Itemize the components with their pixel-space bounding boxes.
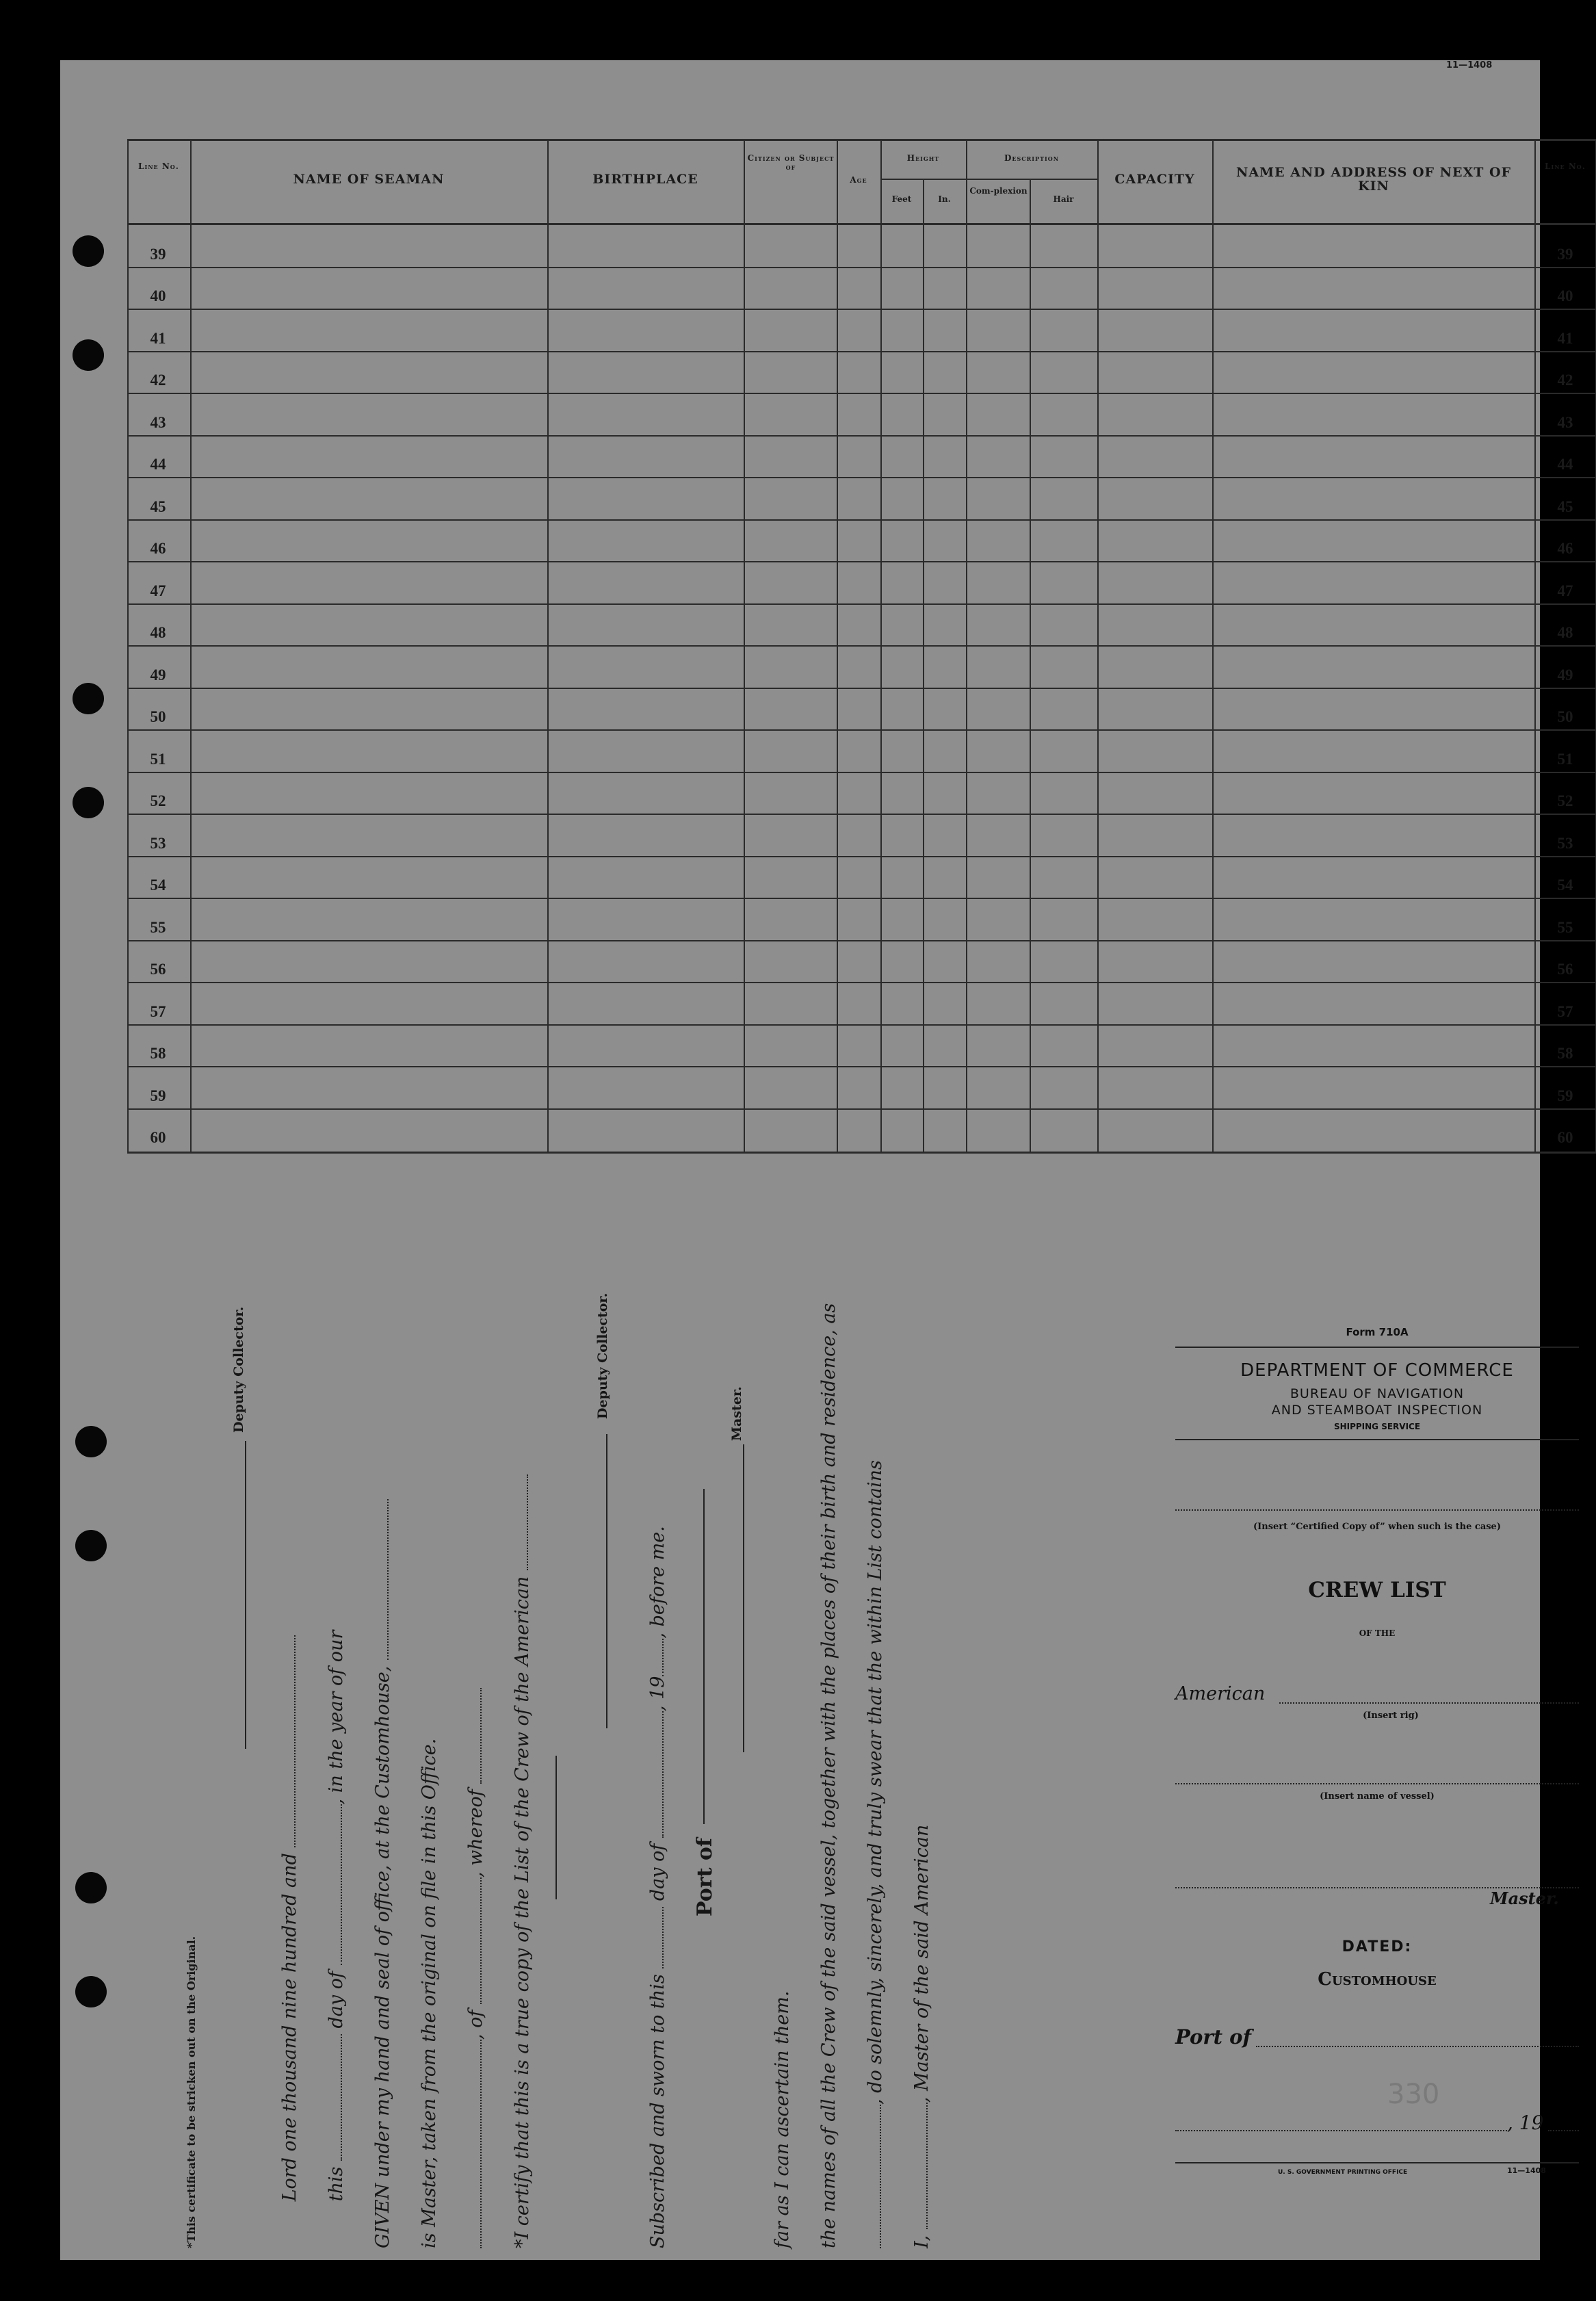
line-number-right: 52	[1557, 792, 1573, 809]
table-row	[127, 688, 1596, 731]
binder-hole	[75, 1976, 107, 2007]
form-code-top: 11—1408	[1446, 60, 1493, 70]
header-description: Description	[1004, 153, 1060, 163]
sworn-month-blank[interactable]	[661, 1711, 664, 1838]
line-number-right: 44	[1557, 456, 1573, 473]
table-row	[127, 225, 1596, 268]
line-number-right: 59	[1557, 1087, 1573, 1104]
form-number: Form 710A	[1346, 1326, 1409, 1338]
line-number-left: 49	[150, 666, 166, 684]
line-number-left: 42	[150, 372, 166, 389]
table-row	[127, 436, 1596, 478]
line-number-right: 46	[1557, 540, 1573, 557]
master-name-blank[interactable]	[925, 2103, 928, 2229]
line-number-right: 51	[1557, 750, 1573, 768]
line-number-left: 43	[150, 413, 166, 431]
stamp-number: 330	[1387, 2079, 1440, 2110]
table-row	[127, 772, 1596, 815]
line-number-left: 46	[150, 540, 166, 557]
binder-hole	[73, 235, 104, 267]
table-row	[127, 814, 1596, 857]
table-row	[127, 604, 1596, 647]
dated-label: DATED:	[1342, 1938, 1413, 1955]
department-title: DEPARTMENT OF COMMERCE	[1240, 1360, 1514, 1381]
certify-master-blank[interactable]	[479, 1688, 482, 1784]
table-row	[127, 520, 1596, 562]
of-the-label: OF THE	[1359, 1628, 1396, 1638]
header-line-no-right: Line No.	[1545, 161, 1586, 171]
table-row	[127, 898, 1596, 941]
port-of-cover-blank[interactable]	[1256, 2046, 1579, 2047]
oath-i: I,	[911, 2235, 932, 2248]
table-row	[127, 1109, 1596, 1152]
line-number-right: 54	[1557, 876, 1573, 894]
customhouse-label: Customhouse	[1318, 1969, 1437, 1990]
certify-port-blank[interactable]	[479, 1877, 482, 2004]
table-row	[127, 646, 1596, 688]
given-year-of-our: , in the year of our	[326, 1630, 347, 1805]
rig-blank[interactable]	[1279, 1702, 1579, 1704]
line-number-left: 57	[150, 1002, 166, 1020]
header-line-no: Line No.	[138, 161, 179, 171]
given-day-of: day of	[326, 1971, 347, 2029]
line-number-left: 50	[150, 708, 166, 725]
table-row	[127, 478, 1596, 520]
header-age: Age	[850, 175, 867, 185]
certify-master-text: is Master, taken from the original on file in this Office.	[419, 1738, 440, 2248]
sworn-nineteen: , 19	[647, 1676, 668, 1712]
table-row	[127, 983, 1596, 1025]
line-number-left: 54	[150, 876, 166, 894]
oath-master-american: , Master of the said American	[911, 1824, 932, 2103]
insert-rig-note: (Insert rig)	[1363, 1711, 1419, 1721]
header-citizen: Citizen or Subject of	[747, 153, 835, 172]
table-row	[127, 309, 1596, 352]
nineteen-cover: , 19	[1507, 2111, 1544, 2134]
date-cover-blank[interactable]	[1175, 2130, 1507, 2131]
deputy-collector-signature-line-2[interactable]	[245, 1441, 246, 1749]
line-number-right: 39	[1557, 245, 1573, 263]
header-complexion: Com-plexion	[969, 186, 1028, 196]
line-number-right: 60	[1557, 1129, 1573, 1146]
header-next-of-kin: NAME AND ADDRESS OF NEXT OF KIN	[1235, 165, 1512, 194]
line-number-right: 42	[1557, 372, 1573, 389]
line-number-left: 48	[150, 624, 166, 641]
given-day-blank[interactable]	[339, 2034, 342, 2161]
port-of-cover-label: Port of	[1175, 2025, 1251, 2049]
header-feet: Feet	[891, 194, 912, 204]
deputy-collector-signature-line-1[interactable]	[606, 1434, 607, 1728]
line-number-left: 41	[150, 329, 166, 347]
table-row	[127, 857, 1596, 899]
given-lord-text: Lord one thousand nine hundred and	[279, 1853, 300, 2202]
oath-crew-text: the names of all the Crew of the said vessel, together with the places of their birth and residence, as	[818, 1303, 839, 2248]
printer-imprint: U. S. GOVERNMENT PRINTING OFFICE	[1278, 2169, 1408, 2176]
header-birthplace: BIRTHPLACE	[592, 172, 698, 187]
seal-line	[555, 1756, 557, 1899]
certify-vessel-blank[interactable]	[525, 1474, 528, 1570]
american-label: American	[1175, 1683, 1266, 1704]
header-height: Height	[906, 153, 940, 163]
certify-text: *I certify that this is a true copy of the List of the Crew of the American	[512, 1576, 533, 2248]
deputy-collector-label-2: Deputy Collector.	[231, 1306, 246, 1433]
line-number-right: 50	[1557, 708, 1573, 725]
line-number-left: 58	[150, 1045, 166, 1062]
line-number-right: 41	[1557, 329, 1573, 347]
master-signature-line[interactable]	[743, 1444, 744, 1752]
form-code-bottom: 11—1408	[1507, 2166, 1546, 2175]
given-this: this	[326, 2166, 347, 2202]
given-month-blank[interactable]	[339, 1804, 342, 1965]
line-number-left: 55	[150, 918, 166, 936]
given-year-blank[interactable]	[293, 1635, 296, 1847]
line-number-left: 59	[150, 1087, 166, 1104]
header-hair: Hair	[1053, 194, 1074, 204]
line-number-right: 58	[1557, 1045, 1573, 1062]
certify-of: , of	[465, 2010, 486, 2040]
bureau-line-1: BUREAU OF NAVIGATION	[1290, 1386, 1465, 1401]
header-name-of-seaman: NAME OF SEAMAN	[293, 172, 445, 187]
binder-hole	[75, 1872, 107, 1903]
line-number-left: 40	[150, 287, 166, 304]
crew-list-title: CREW LIST	[1308, 1578, 1446, 1602]
line-number-left: 52	[150, 792, 166, 809]
table-row	[127, 1025, 1596, 1067]
master-cover-label: Master.	[1490, 1888, 1559, 1908]
line-number-right: 48	[1557, 624, 1573, 641]
line-number-right: 49	[1557, 666, 1573, 684]
sworn-day-blank[interactable]	[661, 1907, 664, 1968]
oath-swear-text: , do solemnly, sincerely, and truly swear that the within List contains	[865, 1460, 886, 2105]
line-number-left: 39	[150, 245, 166, 263]
year-cover-blank[interactable]	[1548, 2130, 1579, 2131]
port-of-line[interactable]	[703, 1489, 705, 1824]
table-row	[127, 941, 1596, 983]
line-number-right: 57	[1557, 1002, 1573, 1020]
table-row	[127, 352, 1596, 394]
header-inches: In.	[938, 194, 951, 204]
line-number-right: 53	[1557, 834, 1573, 852]
line-number-left: 53	[150, 834, 166, 852]
certify-name-blank[interactable]	[479, 2040, 482, 2248]
certificate-footnote: *This certificate to be stricken out on the Original.	[185, 1936, 198, 2248]
sworn-day-of: day of	[647, 1843, 668, 1901]
port-of-label: Port of	[693, 1838, 717, 1916]
oath-ascertain-text: far as I can ascertain them.	[772, 1990, 793, 2248]
binder-hole	[73, 683, 104, 714]
line-number-left: 45	[150, 497, 166, 515]
certify-whereof: , whereof	[465, 1789, 486, 1877]
line-number-right: 45	[1557, 497, 1573, 515]
table-row	[127, 730, 1596, 772]
table-row	[127, 393, 1596, 436]
header-capacity: CAPACITY	[1114, 172, 1195, 187]
insert-vessel-note: (Insert name of vessel)	[1320, 1791, 1435, 1802]
line-number-right: 56	[1557, 961, 1573, 978]
table-row	[127, 268, 1596, 310]
given-text: GIVEN under my hand and seal of office, at the Customhouse,	[372, 1665, 393, 2248]
vessel-name-blank[interactable]	[878, 2105, 881, 2248]
line-number-left: 44	[150, 456, 166, 473]
sworn-before-me: , before me.	[647, 1526, 668, 1639]
binder-hole	[73, 339, 104, 371]
crew-list-sheet	[60, 60, 1586, 2260]
binder-hole	[73, 787, 104, 818]
certified-copy-blank[interactable]	[1175, 1509, 1579, 1511]
line-number-left: 47	[150, 582, 166, 599]
line-number-right: 43	[1557, 413, 1573, 431]
line-number-right: 47	[1557, 582, 1573, 599]
crew-list-cover	[1175, 1326, 1579, 2202]
master-label: Master.	[729, 1386, 744, 1441]
subscribed-text: Subscribed and sworn to this	[647, 1974, 668, 2248]
table-row	[127, 562, 1596, 604]
sworn-year-blank[interactable]	[661, 1639, 664, 1676]
insert-certified-note: (Insert “Certified Copy of” when such is the case)	[1253, 1522, 1501, 1532]
line-number-left: 60	[150, 1129, 166, 1146]
line-number-right: 40	[1557, 287, 1573, 304]
bureau-line-2: AND STEAMBOAT INSPECTION	[1271, 1403, 1483, 1418]
binder-hole	[75, 1426, 107, 1457]
given-customhouse-blank[interactable]	[386, 1499, 389, 1660]
vessel-name-cover-blank[interactable]	[1175, 1783, 1579, 1784]
master-oath-certificate	[156, 1236, 956, 2248]
shipping-service: SHIPPING SERVICE	[1333, 1422, 1421, 1431]
line-number-left: 51	[150, 750, 166, 768]
deputy-collector-label-1: Deputy Collector.	[595, 1292, 610, 1419]
binder-hole	[75, 1530, 107, 1561]
table-row	[127, 1067, 1596, 1109]
line-number-right: 55	[1557, 918, 1573, 936]
line-number-left: 56	[150, 961, 166, 978]
